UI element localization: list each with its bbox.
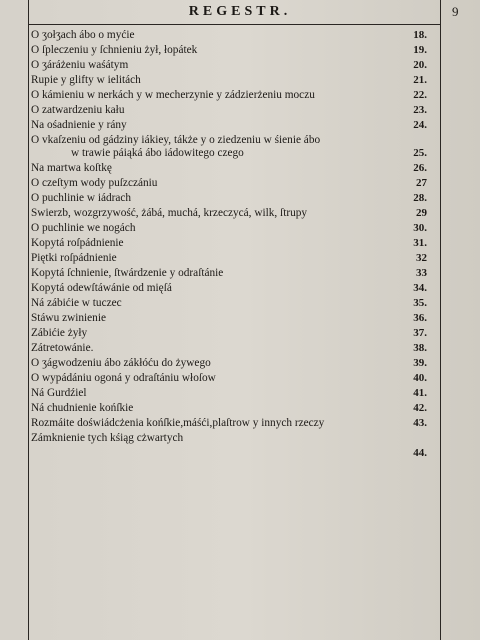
index-entry-title-line: Na martwa koſtkę — [31, 162, 112, 174]
index-entry-title — [31, 133, 321, 159]
index-entry — [31, 371, 427, 386]
index-entry-title — [31, 416, 324, 431]
index-entry-page-number: 43. — [413, 417, 427, 429]
index-entry-page-number: 40. — [413, 372, 427, 384]
trailing-page-number-row — [31, 446, 427, 461]
index-entry-title — [31, 43, 197, 58]
index-entry-page-number: 20. — [413, 59, 427, 71]
index-entry-page-number: 29 — [416, 207, 427, 219]
index-entry — [31, 191, 427, 206]
index-entry — [31, 326, 427, 341]
index-entry-title-line: O puchlinie w iádrach — [31, 192, 132, 204]
index-entry-title — [31, 386, 87, 401]
index-entry-title-line: Na ośadnienie y rány — [31, 119, 127, 131]
index-entry-title — [31, 88, 315, 103]
index-entry — [31, 43, 427, 58]
index-entry-title-line: Rozmáite doświádcżenia końſkie,máśći,plaſtrow y innych rzeczy — [31, 417, 325, 429]
index-entry-title-line: Kopytá ſchnienie, ſtwárdzenie y odraſtánie — [31, 267, 224, 279]
index-entry-title-line: O zatwardzeniu kału — [31, 104, 125, 116]
index-entry-title-line: O ʒołʒach ábo o myćie — [31, 29, 135, 41]
index-entry-title — [31, 236, 124, 251]
index-entry-title-line: O puchlinie we nogách — [31, 222, 136, 234]
index-entry — [31, 58, 427, 73]
trailing-page-number: 44. — [413, 447, 427, 459]
index-entry-title-line: O ʒáráżeniu waśátym — [31, 59, 129, 71]
index-entry-title — [31, 341, 93, 356]
index-entry-title-line: Ná Gurdźiel — [31, 387, 87, 399]
index-entry-page-number: 41. — [413, 387, 427, 399]
index-entry — [31, 431, 427, 446]
index-entry — [31, 401, 427, 416]
index-entry-title — [31, 356, 211, 371]
index-entry-page-number: 21. — [413, 74, 427, 86]
index-entry-page-number: 42. — [413, 402, 427, 414]
index-entry-title-line: Piętki roſpádnienie — [31, 252, 117, 264]
index-entry-title — [31, 281, 172, 296]
index-entry-title-line: Ná chudnienie końſkie — [31, 402, 134, 414]
left-frame-rule — [28, 0, 29, 640]
index-entry-page-number: 38. — [413, 342, 427, 354]
index-entry-page-number: 28. — [413, 192, 427, 204]
index-entry — [31, 176, 427, 191]
index-entry-title-line: Stáwu zwinienie — [31, 312, 106, 324]
index-entry-page-number: 31. — [413, 237, 427, 249]
index-entry-page-number: 33 — [416, 267, 427, 279]
index-entry-title-line: O czeſtym wody puſzczániu — [31, 177, 158, 189]
index-entry-page-number: 27 — [416, 177, 427, 189]
index-entry — [31, 386, 427, 401]
index-entry-title-line: Kopytá odewſtáwánie od mięſá — [31, 282, 172, 294]
index-entry — [31, 73, 427, 88]
index-entry — [31, 281, 427, 296]
index-entry-title — [31, 103, 124, 118]
index-entry — [31, 266, 427, 281]
index-entry-page-number: 37. — [413, 327, 427, 339]
index-entry-page-number: 25. — [413, 147, 427, 159]
index-entry-title-line: Ná zábićie w tuczec — [31, 297, 122, 309]
index-entry — [31, 103, 427, 118]
index-entry-title-line: O kámieniu w nerkách y w mecherzynie y zádzierżeniu moczu — [31, 89, 315, 101]
index-entry — [31, 28, 427, 43]
index-entry-title-line: Swierzb, wozgrzywość, żábá, muchá, krzeczycá, wilk, ſtrupy — [31, 207, 308, 219]
index-entry-title — [31, 296, 122, 311]
index-entry-page-number: 30. — [413, 222, 427, 234]
index-entry-page-number: 24. — [413, 119, 427, 131]
index-entry-title — [31, 176, 157, 191]
index-entry-title-line: O ſpleczeniu y ſchnieniu żył, łopátek — [31, 44, 198, 56]
page-number: 9 — [452, 4, 459, 19]
running-header: REGESTR. — [188, 4, 292, 19]
index-entry-title — [31, 326, 87, 341]
index-entry-title-line: Rupie y glifty w ielitách — [31, 74, 141, 86]
index-entry-title — [31, 118, 127, 133]
index-entry-page-number: 32 — [416, 252, 427, 264]
index-entry — [31, 221, 427, 236]
index-entry-title-continuation: w trawie páiąká ábo iádowitego czego — [71, 147, 244, 159]
index-entry — [31, 236, 427, 251]
index-entry-title — [31, 266, 223, 281]
header-rule — [28, 24, 441, 25]
index-entry — [31, 416, 427, 431]
index-entry-title-line: O wypádániu ogoná y odraſtániu włoſow — [31, 372, 216, 384]
index-entry-title — [31, 311, 106, 326]
index-entry — [31, 296, 427, 311]
index-entry — [31, 133, 427, 161]
index-entry-title — [31, 28, 135, 43]
index-entry-title — [31, 401, 133, 416]
index-entry-page-number: 36. — [413, 312, 427, 324]
index-entry-title — [31, 73, 141, 88]
index-entry — [31, 161, 427, 176]
index-entry — [31, 88, 427, 103]
index-entry-title — [31, 191, 131, 206]
index-entry-page-number: 34. — [413, 282, 427, 294]
index-entry-title — [31, 58, 128, 73]
index-entry-title-line: O ʒágwodzeniu ábo zákłóću do żywego — [31, 357, 211, 369]
index-entry — [31, 341, 427, 356]
index-entry-title-line: Zátretowánie. — [31, 342, 94, 354]
index-entry-list — [31, 28, 427, 461]
index-entry — [31, 251, 427, 266]
index-entry-page-number: 39. — [413, 357, 427, 369]
index-entry-page-number: 35. — [413, 297, 427, 309]
index-entry-title-line: O vkaſzeniu od gádziny iákiey, tákże y o ziedzeniu w śienie ábo — [31, 134, 321, 146]
right-frame-rule — [440, 0, 441, 640]
index-entry-title — [31, 371, 216, 386]
index-entry-title — [31, 221, 135, 236]
index-entry — [31, 356, 427, 371]
index-entry-title-line: Zábićie żyły — [31, 327, 88, 339]
index-entry — [31, 206, 427, 221]
index-entry-page-number: 19. — [413, 44, 427, 56]
index-entry-title — [31, 431, 183, 446]
index-entry-title-line: Zámknienie tych kśiąg cżwartych — [31, 432, 184, 444]
index-entry-page-number: 18. — [413, 29, 427, 41]
index-entry-title — [31, 161, 112, 176]
index-entry — [31, 118, 427, 133]
index-entry-title — [31, 251, 117, 266]
index-entry-page-number: 26. — [413, 162, 427, 174]
index-entry — [31, 311, 427, 326]
index-entry-title — [31, 206, 307, 221]
index-entry-title-line: Kopytá roſpádnienie — [31, 237, 124, 249]
index-entry-page-number: 22. — [413, 89, 427, 101]
index-entry-page-number: 23. — [413, 104, 427, 116]
